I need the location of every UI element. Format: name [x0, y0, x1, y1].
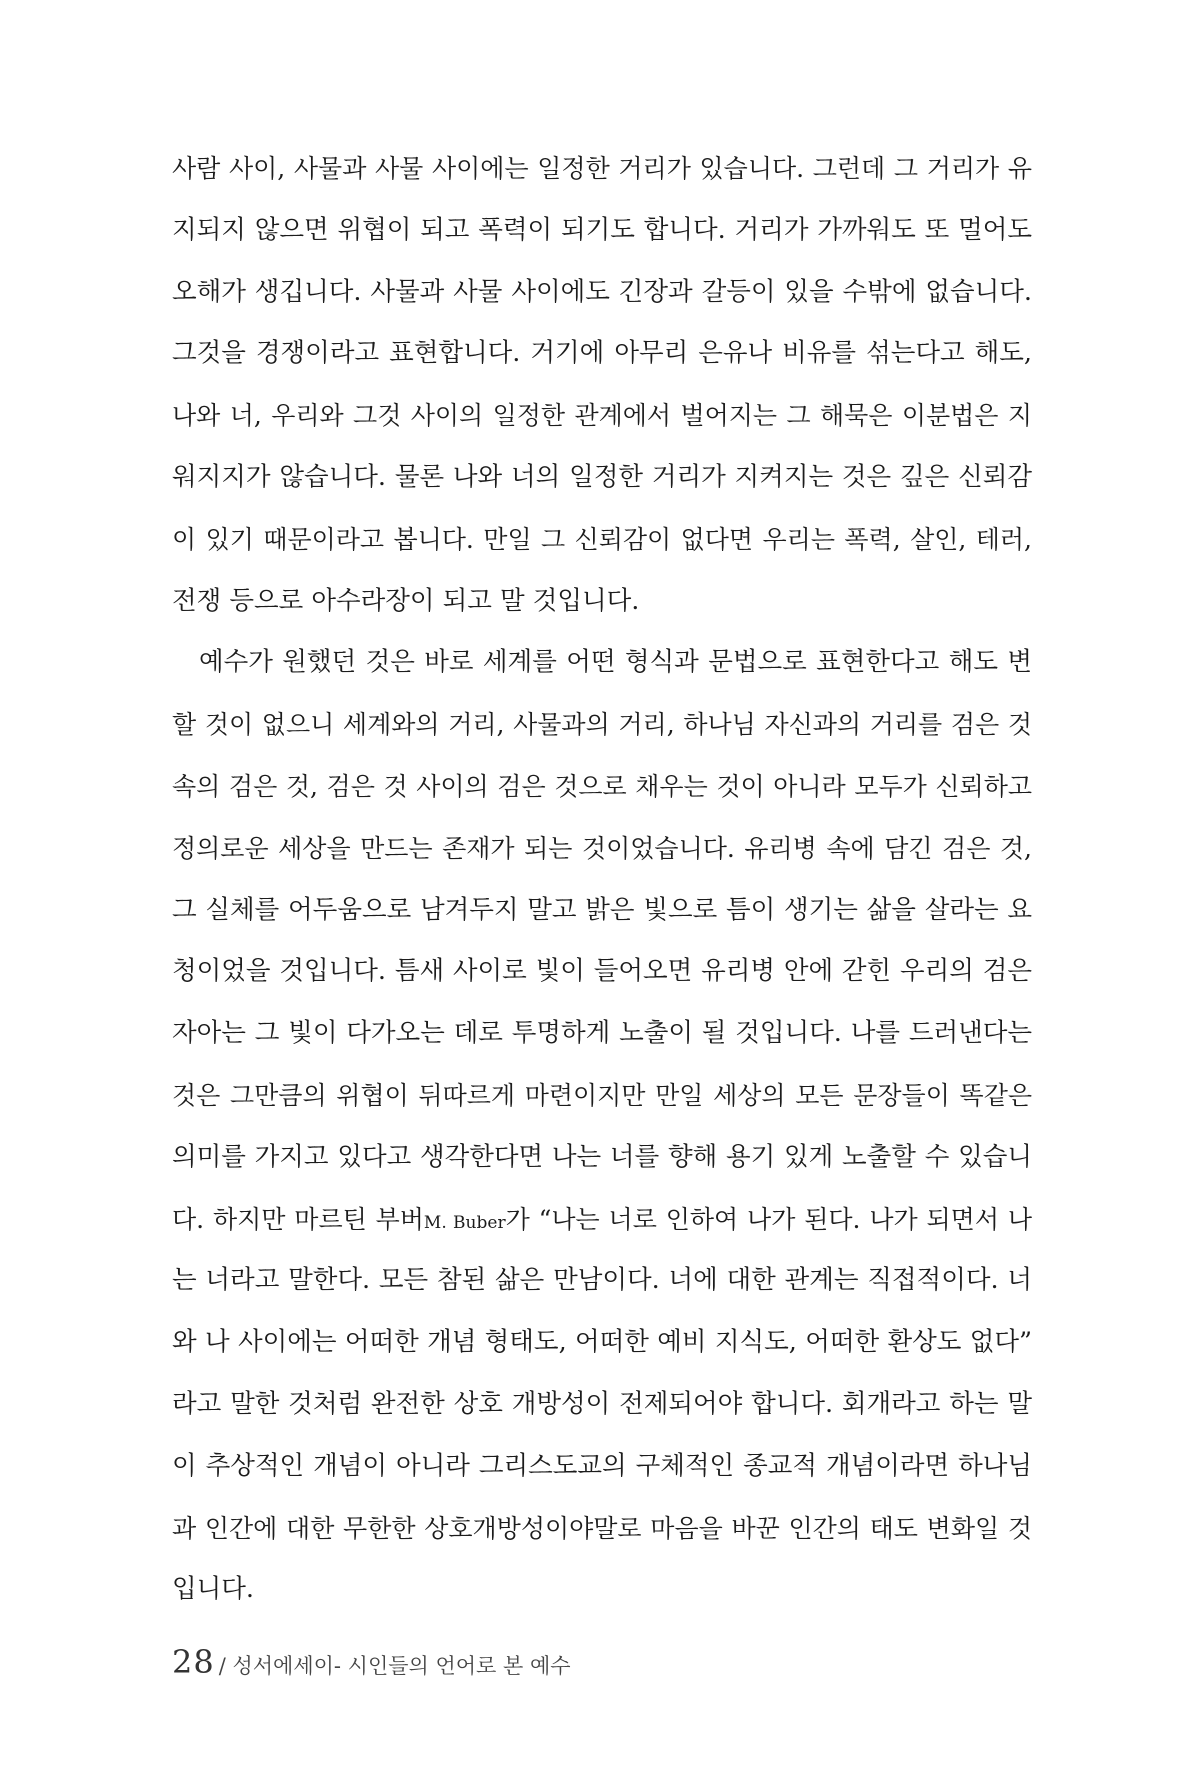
text-line: 과 인간에 대한 무한한 상호개방성이야말로 마음을 바꾼 인간의 태도 변화일 것 [172, 1513, 1032, 1543]
text-line: 할 것이 없으니 세계와의 거리, 사물과의 거리, 하나님 자신과의 거리를 검은 것 [172, 710, 1032, 740]
text-line: 이 추상적인 개념이 아니라 그리스도교의 구체적인 종교적 개념이라면 하나님 [172, 1450, 1032, 1481]
body-text [172, 138, 1032, 1621]
text-line: 오해가 생깁니다. 사물과 사물 사이에도 긴장과 갈등이 있을 수밖에 없습니다. [172, 276, 1032, 307]
text-line: 그 실체를 어두움으로 남겨두지 말고 밝은 빛으로 틈이 생기는 삶을 살라는 요 [172, 894, 1032, 925]
text-line: 는 너라고 말한다. 모든 참된 삶은 만남이다. 너에 대한 관계는 직접적이다. 너 [172, 1265, 1032, 1296]
text-line: 와 나 사이에는 어떠한 개념 형태도, 어떠한 예비 지식도, 어떠한 환상도 없다” [172, 1327, 1032, 1358]
paragraph-1 [172, 138, 1032, 632]
quote-line-before: 다. 하지만 마르틴 부버 [172, 1204, 424, 1234]
text-line: 의미를 가지고 있다고 생각한다면 나는 너를 향해 용기 있게 노출할 수 있습니 [172, 1141, 1032, 1172]
text-line: 정의로운 세상을 만드는 존재가 되는 것이었습니다. 유리병 속에 담긴 검은 것, [172, 833, 1032, 863]
text-line: 입니다. [172, 1574, 255, 1605]
text-line: 나와 너, 우리와 그것 사이의 일정한 관계에서 벌어지는 그 해묵은 이분법은 지 [172, 401, 1032, 431]
buber-name-small: M. Buber [423, 1212, 506, 1233]
text-line: 자아는 그 빛이 다가오는 데로 투명하게 노출이 될 것입니다. 나를 드러낸다는 [172, 1018, 1032, 1049]
text-line: 워지지가 않습니다. 물론 나와 너의 일정한 거리가 지켜지는 것은 깊은 신뢰감 [172, 461, 1032, 492]
text-line: 예수가 원했던 것은 바로 세계를 어떤 형식과 문법으로 표현한다고 해도 변 [199, 647, 1032, 678]
text-line: 청이었을 것입니다. 틈새 사이로 빛이 들어오면 유리병 안에 갇힌 우리의 검은 [172, 956, 1032, 987]
text-line: 전쟁 등으로 아수라장이 되고 말 것입니다. [172, 585, 640, 616]
page-footer [172, 1642, 571, 1682]
text-line: 것은 그만큼의 위협이 뒤따르게 마련이지만 만일 세상의 모든 문장들이 똑같은 [172, 1080, 1032, 1110]
text-line: 사람 사이, 사물과 사물 사이에는 일정한 거리가 있습니다. 그런데 그 거리가 유 [172, 154, 1032, 183]
running-title: / 성서에세이- 시인들의 언어로 본 예수 [218, 1654, 571, 1678]
text-line: 속의 검은 것, 검은 것 사이의 검은 것으로 채우는 것이 아니라 모두가 신뢰하고 [172, 771, 1032, 801]
paragraph-2 [172, 632, 1032, 1621]
quote-line-after: 가 “나는 너로 인하여 나가 된다. 나가 되면서 나 [505, 1204, 1032, 1234]
text-line: 지되지 않으면 위협이 되고 폭력이 되기도 합니다. 거리가 가까워도 또 멀어도 [172, 214, 1032, 245]
text-line: 그것을 경쟁이라고 표현합니다. 거기에 아무리 은유나 비유를 섞는다고 해도, [172, 338, 1032, 369]
page-number: 28 [172, 1643, 215, 1681]
quote-line [172, 1189, 1032, 1251]
text-line: 이 있기 때문이라고 봅니다. 만일 그 신뢰감이 없다면 우리는 폭력, 살인, 테러, [172, 524, 1032, 554]
text-line: 라고 말한 것처럼 완전한 상호 개방성이 전제되어야 합니다. 회개라고 하는 말 [172, 1388, 1032, 1419]
